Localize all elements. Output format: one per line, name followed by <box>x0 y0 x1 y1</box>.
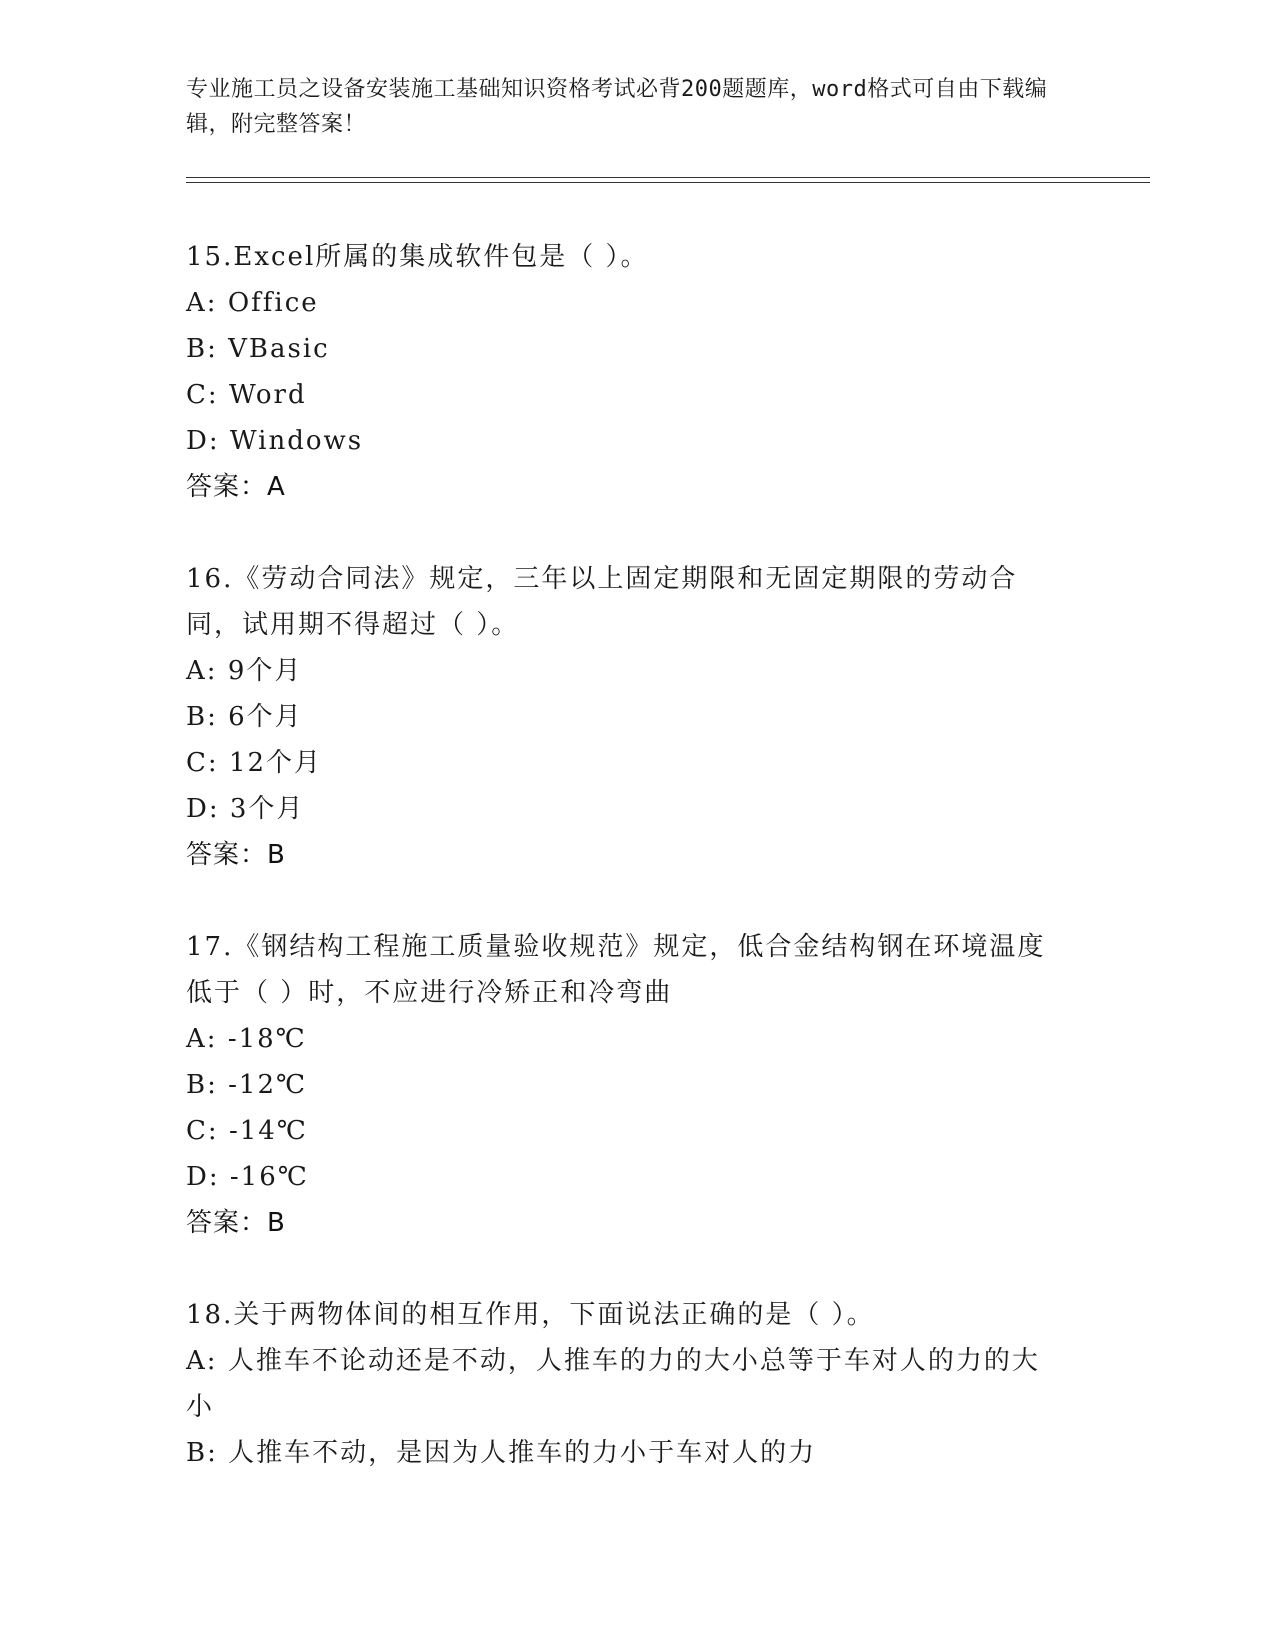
option-d <box>186 1154 1066 1200</box>
question-17 <box>186 924 1066 1246</box>
option-key: C <box>186 748 208 778</box>
question-stem: 18.关于两物体间的相互作用，下面说法正确的是（ ）。 <box>186 1300 875 1330</box>
option-text: 3个月 <box>229 794 305 824</box>
option-text: 人推车不动，是因为人推车的力小于车对人的力 <box>228 1438 817 1468</box>
option-text: Windows <box>229 426 364 456</box>
option-text: -18℃ <box>227 1024 307 1054</box>
option-b <box>186 1430 1066 1476</box>
option-key: C <box>186 380 208 410</box>
option-d <box>186 418 1066 464</box>
question-15 <box>186 234 1066 510</box>
answer-line: 答案：A <box>186 472 286 502</box>
option-a <box>186 1016 1066 1062</box>
option-separator: : <box>206 288 228 318</box>
answer-line: 答案：B <box>186 1208 286 1238</box>
option-separator: : <box>207 702 229 732</box>
option-text: Office <box>227 288 319 318</box>
option-key: A <box>186 1024 207 1054</box>
option-key: D <box>186 794 209 824</box>
option-separator: : <box>207 1438 229 1468</box>
option-key: D <box>186 426 209 456</box>
option-key: B <box>186 1070 208 1100</box>
option-a <box>186 648 1066 694</box>
option-text: 9个月 <box>227 656 303 686</box>
option-text: -12℃ <box>228 1070 308 1100</box>
question-list <box>186 234 1066 1522</box>
option-separator: : <box>207 748 229 778</box>
option-key: D <box>186 1162 209 1192</box>
option-b <box>186 1062 1066 1108</box>
option-b <box>186 694 1066 740</box>
option-separator: : <box>208 794 230 824</box>
option-text: -16℃ <box>229 1162 309 1192</box>
option-text: VBasic <box>228 334 330 364</box>
question-16 <box>186 556 1066 878</box>
option-text: 6个月 <box>228 702 303 732</box>
option-c <box>186 740 1066 786</box>
option-key: A <box>186 656 207 686</box>
option-separator: : <box>206 1346 228 1376</box>
header-divider-top <box>186 177 1150 178</box>
option-d <box>186 786 1066 832</box>
option-separator: : <box>207 1070 229 1100</box>
question-stem: 17.《钢结构工程施工质量验收规范》规定，低合金结构钢在环境温度低于（ ）时，不应进行冷矫正和冷弯曲 <box>186 932 1046 1008</box>
header-note: 专业施工员之设备安装施工基础知识资格考试必背200题题库，word格式可自由下载编辑，附完整答案！ <box>186 77 1048 137</box>
option-a <box>186 1338 1066 1430</box>
option-c <box>186 372 1066 418</box>
option-key: A <box>186 288 207 318</box>
option-b <box>186 326 1066 372</box>
option-key: B <box>186 334 208 364</box>
question-stem: 16.《劳动合同法》规定，三年以上固定期限和无固定期限的劳动合同，试用期不得超过（ ）。 <box>186 564 1018 640</box>
option-a <box>186 280 1066 326</box>
option-text: Word <box>228 380 307 410</box>
option-text: -14℃ <box>228 1116 308 1146</box>
question-18 <box>186 1292 1066 1476</box>
option-separator: : <box>207 380 229 410</box>
question-stem: 15.Excel所属的集成软件包是（ ）。 <box>186 242 649 272</box>
option-c <box>186 1108 1066 1154</box>
option-separator: : <box>207 1116 229 1146</box>
option-text: 12个月 <box>228 748 323 778</box>
answer-line: 答案：B <box>186 840 286 870</box>
option-key: B <box>186 702 208 732</box>
option-key: C <box>186 1116 208 1146</box>
option-separator: : <box>208 426 230 456</box>
option-separator: : <box>206 1024 228 1054</box>
option-separator: : <box>206 656 228 686</box>
option-separator: : <box>208 1162 230 1192</box>
option-key: A <box>186 1346 207 1376</box>
option-text: 人推车不论动还是不动，人推车的力的大小总等于车对人的力的大小 <box>186 1346 1040 1422</box>
option-key: B <box>186 1438 208 1468</box>
option-separator: : <box>207 334 229 364</box>
header-divider-bottom <box>186 182 1150 183</box>
